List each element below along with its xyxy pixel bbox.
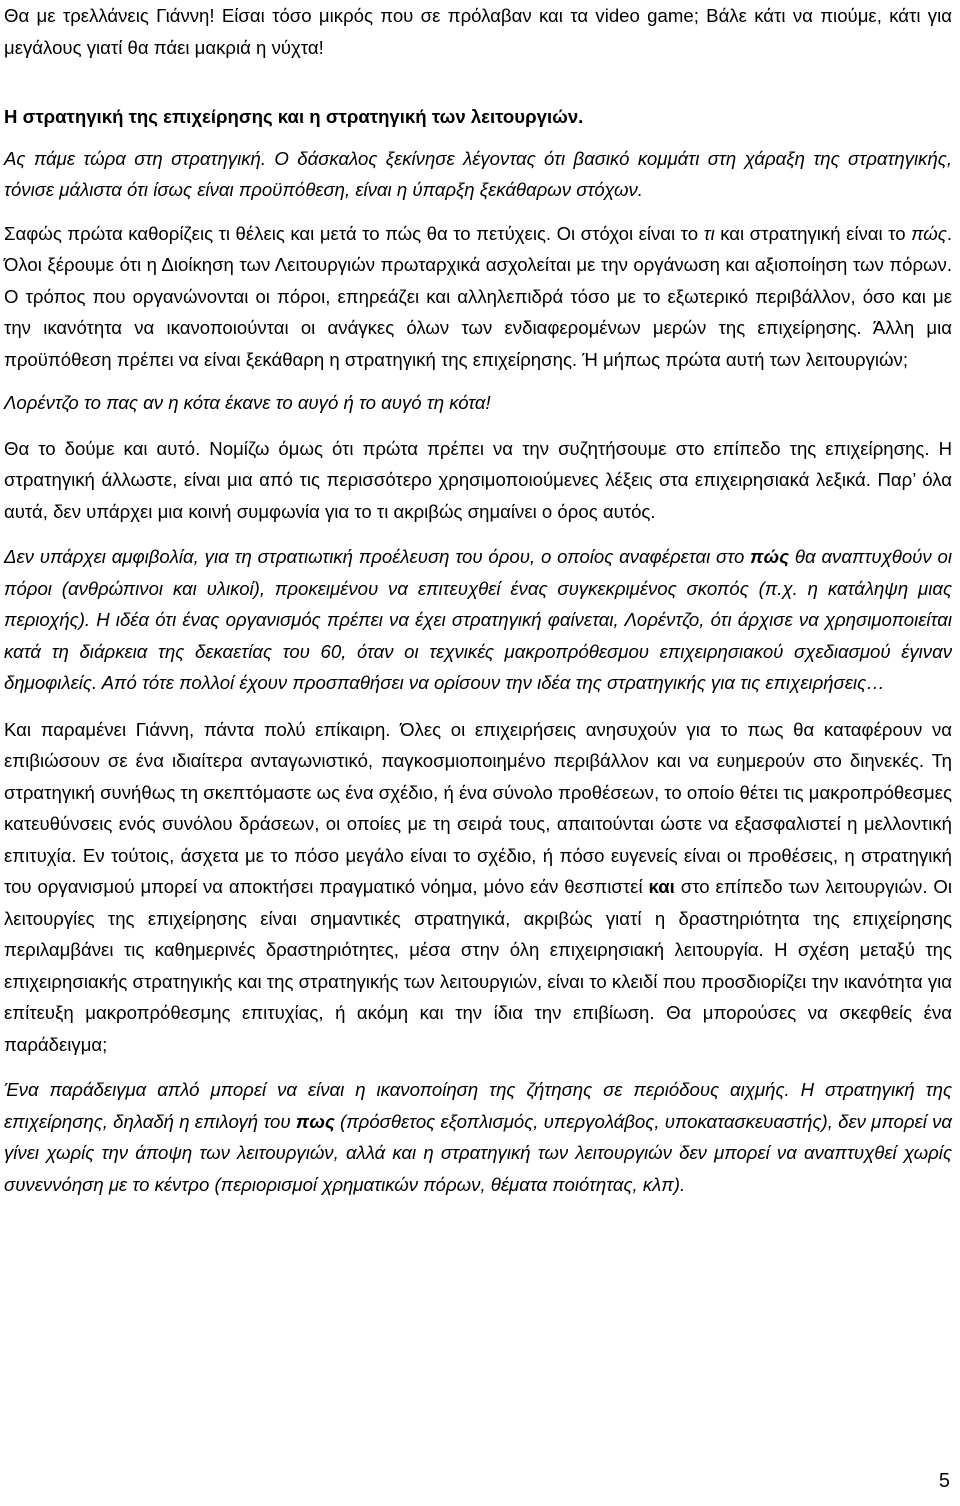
paragraph-5: Θα το δούμε και αυτό. Νομίζω όμως ότι πρώτα πρέπει να την συζητήσουμε στο επίπεδο της επιχείρησης. Η στρατηγική άλλωστε, είναι μια από τις περισσότερο χρησιμοποιούμενες λέξεις στα επιχειρησιακά λεξικά. Παρ’ όλα αυτά, δεν υπάρχει μια κοινή συμφωνία για το τι ακριβώς σημαίνει ο όρος αυτός. — [4, 437, 952, 522]
p7-word-kai: και — [648, 876, 675, 897]
paragraph-1: Θα με τρελλάνεις Γιάννη! Είσαι τόσο μικρός που σε πρόλαβαν και τα video game; Βάλε κάτι να πιούμε, κάτι για μεγάλους γιατί θα πάει μακριά η νύχτα! — [4, 5, 952, 58]
p3-text-3: . Όλοι ξέρουμε ότι η Διοίκηση των Λειτουργιών πρωταρχικά ασχολείται με την οργάνωση και αξιοποίηση των πόρων. Ο τρόπος που οργανώνονται οι πόροι, επηρεάζει και αλληλεπιδρά τόσο με το εξωτερικό περιβάλλον, όσο και με την ικανότητα να ικανοποιούνται οι ανάγκες όλων των ενδιαφερομένων μερών της επιχείρησης. Άλλη μια προϋπόθεση πρέπει να είναι ξεκάθαρη η στρατηγική της επιχείρησης. Ή μήπως πρώτα αυτή των λειτουργιών; — [4, 222, 952, 370]
paragraph-2: Ας πάμε τώρα στη στρατηγική. Ο δάσκαλος ξεκίνησε λέγοντας ότι βασικό κομμάτι στη χάραξη της στρατηγικής, τόνισε μάλιστα ότι ίσως είναι προϋπόθεση, είναι η ύπαρξη ξεκάθαρων στόχων. — [4, 147, 952, 200]
p3-word-pos: πώς — [911, 222, 947, 244]
paragraph-8 — [4, 1074, 952, 1200]
p8-word-pos: πως — [295, 1110, 335, 1132]
p6-text-2: θα αναπτυχθούν οι πόροι (ανθρώπινοι και υλικοί), προκειμένου να επιτευχθεί ένας συγκεκριμένος σκοπός (π.χ. η κατάληψη μιας περιοχής). Η ιδέα ότι ένας οργανισμός πρέπει να έχει στρατηγική φαίνεται, Λορέντζο, ότι άρχισε να χρησιμοποιείται κατά τη διάρκεια της δεκαετίας του 60, όταν οι τεχνικές μακροπρόθεσμου επιχειρησιακού σχεδιασμού έγιναν δημοφιλείς. Από τότε πολλοί έχουν προσπαθήσει να ορίσουν την ιδέα της στρατηγικής για τις επιχειρήσεις… — [4, 546, 952, 693]
section-heading: Η στρατηγική της επιχείρησης και η στρατηγική των λειτουργιών. — [4, 106, 584, 127]
document-page — [4, 0, 952, 1200]
p7-text-2: στο επίπεδο των λειτουργιών. Οι λειτουργίες της επιχείρησης είναι σημαντικές στρατηγικά, ακριβώς γιατί η δραστηριότητα της επιχείρησης περιλαμβάνει τις καθημερινές δραστηριότητες, μέσα στην όλη επιχειρησιακή λειτουργία. Η σχέση μεταξύ της επιχειρησιακής στρατηγικής και της στρατηγικής των λειτουργιών, είναι το κλειδί που προσδιορίζει την ικανότητα για επίτευξη μακροπρόθεσμης επιτυχίας, ή ακόμη και την ίδια την επιβίωση. Θα μπορούσες να σκεφθείς ένα παράδειγμα; — [4, 876, 952, 1055]
paragraph-4: Λορέντζο το πας αν η κότα έκανε το αυγό ή το αυγό τη κότα! — [4, 392, 491, 413]
p7-text-1: Και παραμένει Γιάννη, πάντα πολύ επίκαιρη. Όλες οι επιχειρήσεις ανησυχούν για το πως θα καταφέρουν να επιβιώσουν σε ένα ιδιαίτερα ανταγωνιστικό, παγκοσμιοποιημένο περιβάλλον και να ευημερούν στο διηνεκές. Τη στρατηγική συνήθως τη σκεπτόμαστε ως ένα σχέδιο, ή ένα σύνολο προθέσεων, το οποίο θέτει τις μακροπρόθεσμες κατευθύνσεις ενός συνόλου δράσεων, οι οποίες με τη σειρά τους, απαιτούνται ώστε να εξασφαλιστεί η μελλοντική επιτυχία. Εν τούτοις, άσχετα με το πόσο μεγάλο είναι το σχέδιο, ή πόσο ευγενείς είναι οι προθέσεις, η στρατηγική του οργανισμού μπορεί να αποκτήσει πραγματικό νόημα, μόνο εάν θεσπιστεί — [4, 718, 952, 897]
paragraph-7 — [4, 714, 952, 1061]
page-number: 5 — [938, 1470, 950, 1492]
p3-word-ti: τι — [703, 222, 715, 244]
p3-text-1: Σαφώς πρώτα καθορίζεις τι θέλεις και μετά το πώς θα το πετύχεις. Οι στόχοι είναι το — [4, 222, 704, 244]
p8-text-2: (πρόσθετος εξοπλισμός, υπεργολάβος, υποκατασκευαστής), δεν μπορεί να γίνει χωρίς την άποψη των λειτουργιών, αλλά και η στρατηγική των λειτουργιών δεν μπορεί να αναπτυχθεί χωρίς συνεννόηση με το κέντρο (περιορισμοί χρηματικών πόρων, θέματα ποιότητας, κλπ). — [4, 1110, 952, 1195]
p6-text-1: Δεν υπάρχει αμφιβολία, για τη στρατιωτική προέλευση του όρου, ο οποίος αναφέρεται στο — [4, 546, 751, 567]
paragraph-3 — [4, 218, 952, 376]
paragraph-6 — [4, 541, 952, 699]
p6-word-pos: πώς — [750, 546, 790, 567]
p8-text-1: Ένα παράδειγμα απλό μπορεί να είναι η ικανοποίηση της ζήτησης σε περιόδους αιχμής. Η στρατηγική της επιχείρησης, δηλαδή η επιλογή του — [4, 1079, 952, 1132]
p3-text-2: και στρατηγική είναι το — [714, 222, 912, 244]
